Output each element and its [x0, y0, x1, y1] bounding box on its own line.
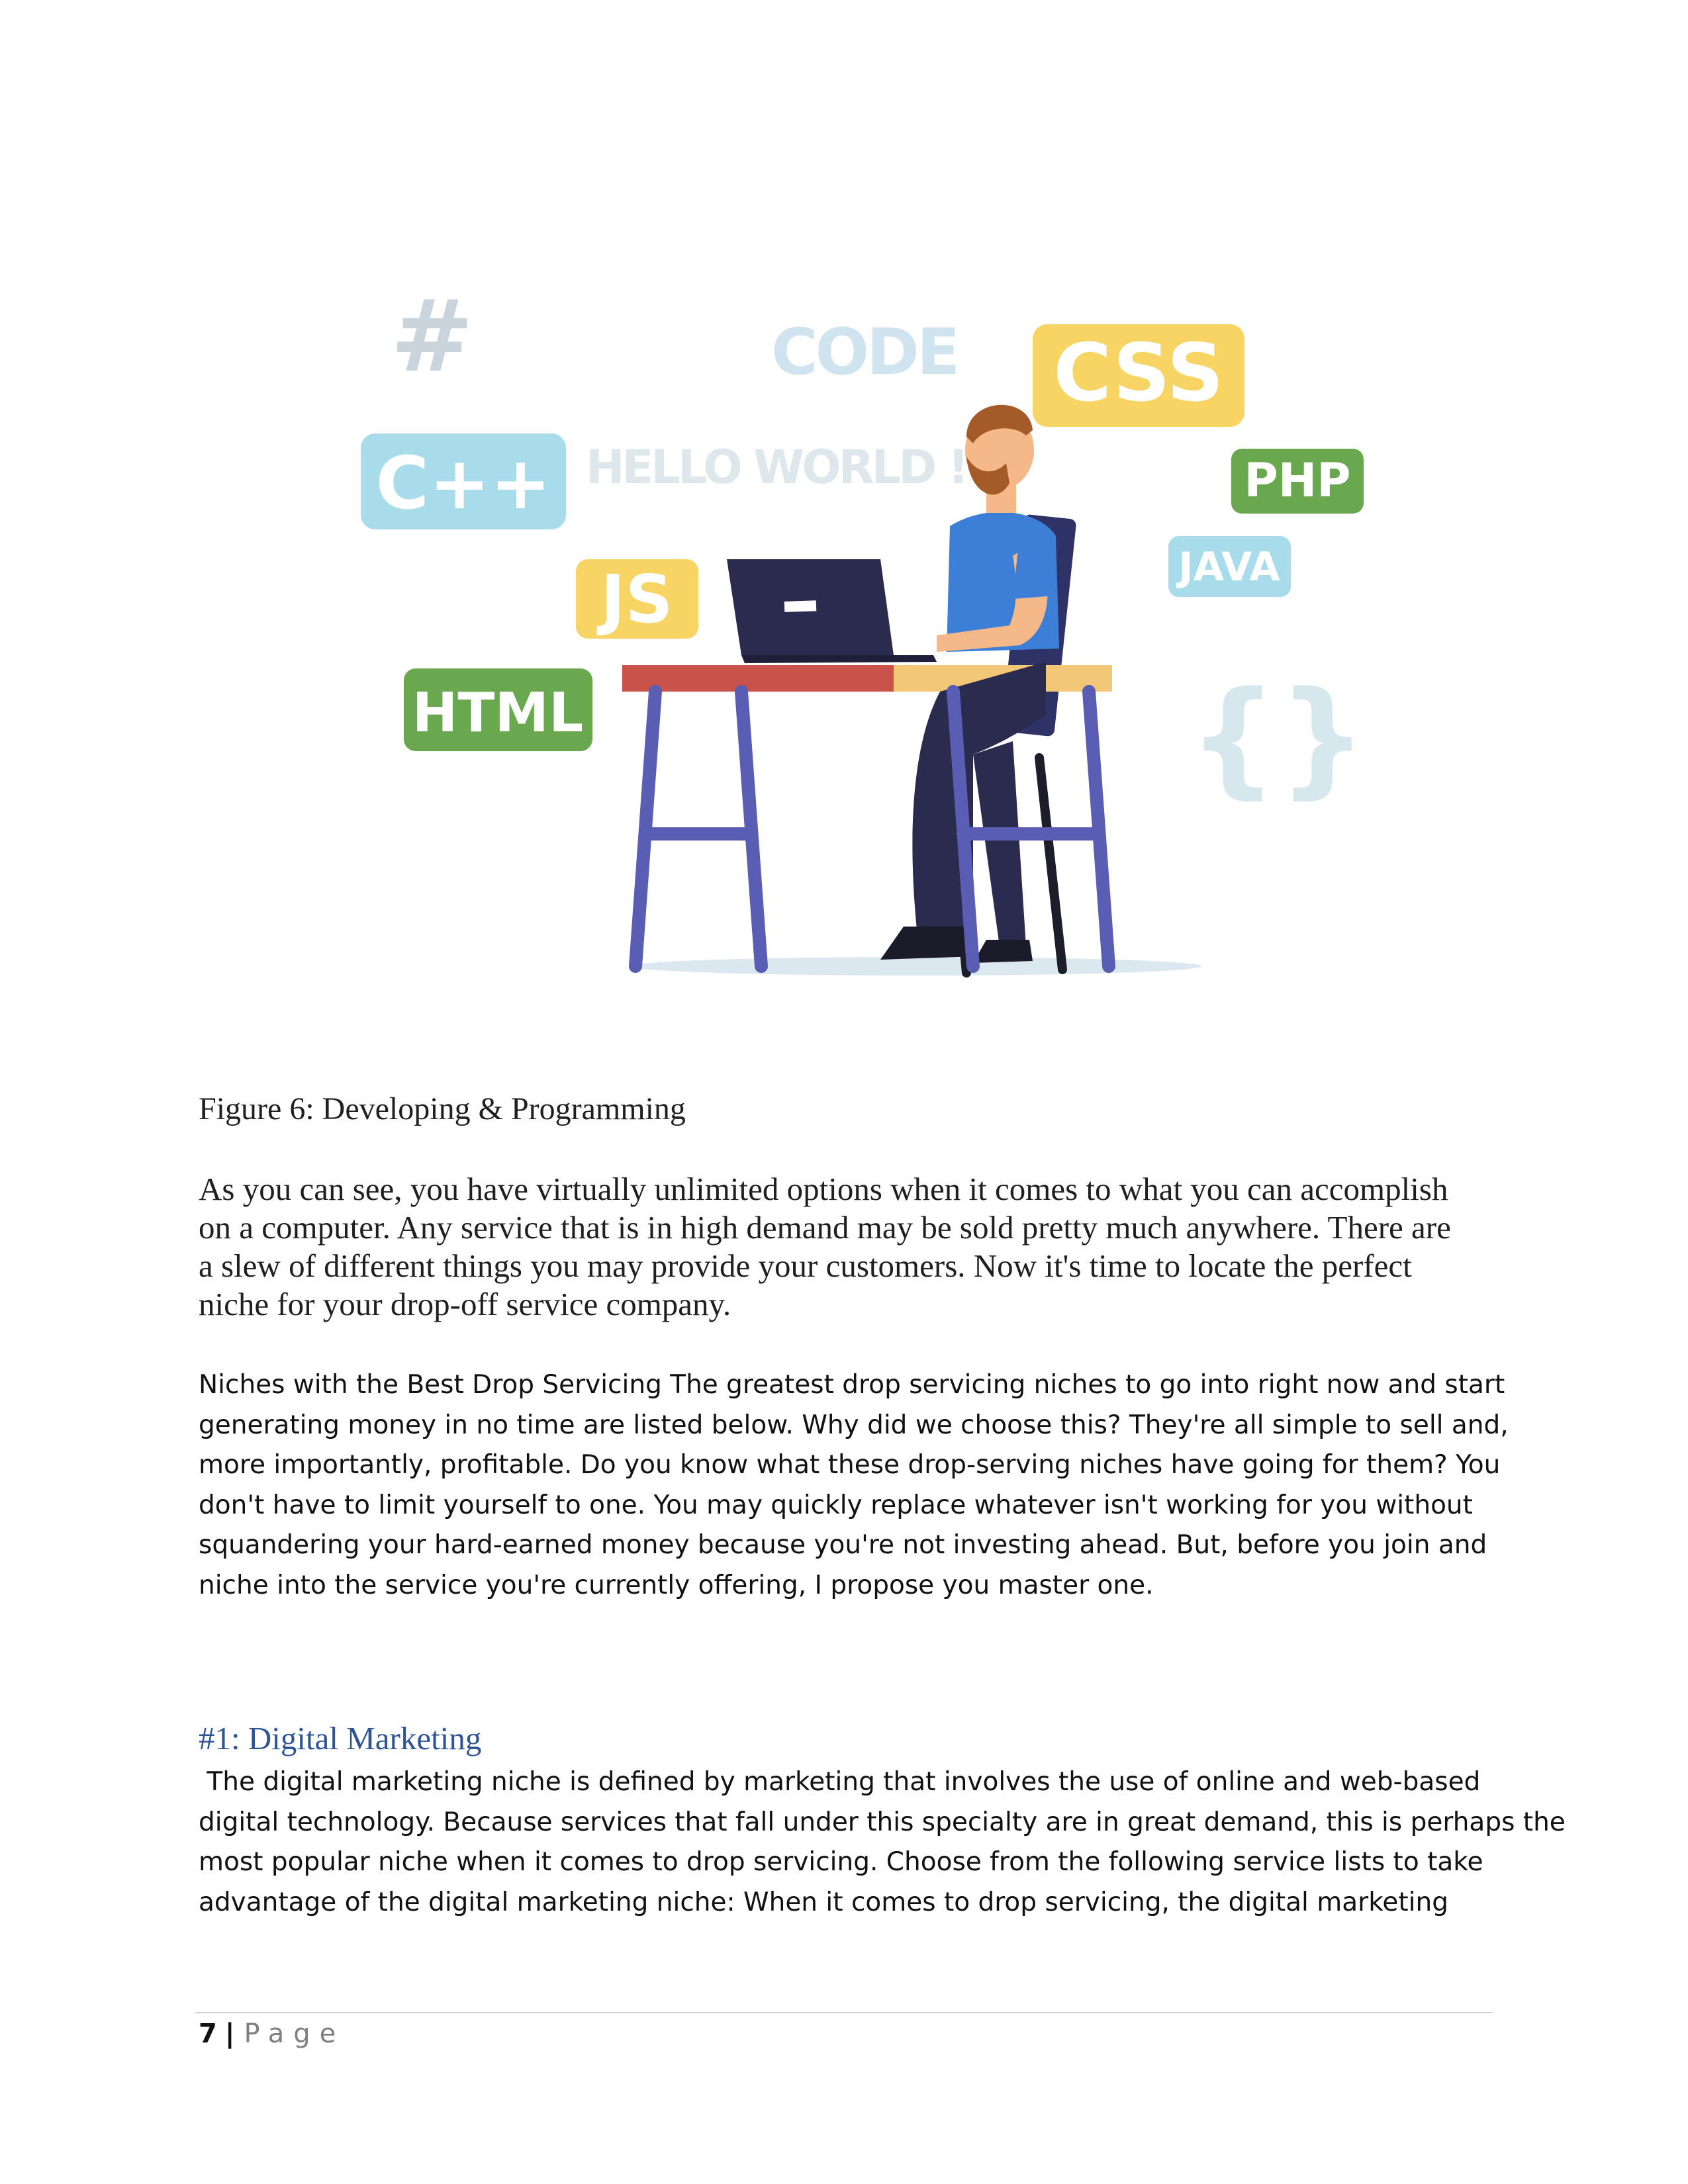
paragraph-line: Niches with the Best Drop Servicing The greatest drop servicing niches to go into right now and start: [199, 1370, 1505, 1400]
paragraph-line: digital technology. Because services that fall under this specialty are in great demand, this is perhaps the: [199, 1807, 1566, 1837]
paragraph-line: advantage of the digital marketing niche: When it comes to drop servicing, the digital marketing: [199, 1887, 1448, 1917]
digital-marketing-paragraph: [199, 1762, 1566, 1923]
html-label: HTML: [412, 682, 584, 745]
paragraph-line: on a computer. Any service that is in high demand may be sold pretty much anywhere. There are: [199, 1209, 1451, 1246]
footer-separator: |: [224, 2019, 235, 2049]
paragraph-line: don't have to limit yourself to one. You may quickly replace whatever isn't working for you without: [199, 1490, 1473, 1520]
code-label: CODE: [771, 315, 958, 389]
paragraph-line: a slew of different things you may provide your customers. Now it's time to locate the perfect: [199, 1248, 1412, 1284]
paragraph-line: niche into the service you're currently offering, I propose you master one.: [199, 1570, 1154, 1600]
js-label: JS: [600, 561, 673, 638]
hello-world-label: HELLO WORLD !: [586, 440, 966, 494]
intro-paragraph: [199, 1170, 1496, 1324]
page-number: 7: [199, 2019, 217, 2049]
braces-label: {}: [1188, 664, 1368, 811]
footer-divider: [195, 2012, 1493, 2013]
niches-paragraph: [199, 1365, 1509, 1606]
paragraph-line: generating money in no time are listed below. Why did we choose this? They're all simple to sell and,: [199, 1410, 1509, 1440]
css-label: CSS: [1053, 328, 1224, 420]
java-label: JAVA: [1178, 544, 1280, 590]
page-word: Page: [244, 2019, 346, 2049]
paragraph-line: more importantly, profitable. Do you know what these drop-serving niches have going for them? You: [199, 1450, 1501, 1480]
cpp-label: C++: [375, 441, 551, 525]
page-footer: [199, 2019, 345, 2049]
paragraph-line: The digital marketing niche is defined by marketing that involves the use of online and web-based: [199, 1767, 1481, 1797]
hash-label: #: [391, 279, 474, 394]
paragraph-line: squandering your hard-earned money because you're not investing ahead. But, before you join and: [199, 1530, 1487, 1560]
paragraph-line: niche for your drop-off service company.: [199, 1286, 731, 1322]
paragraph-line: As you can see, you have virtually unlimited options when it comes to what you can accomplish: [199, 1171, 1448, 1207]
programming-illustration: [285, 265, 1410, 1046]
figure-caption: Figure 6: Developing & Programming: [199, 1091, 686, 1126]
php-label: PHP: [1244, 453, 1351, 508]
paragraph-line: most popular niche when it comes to drop servicing. Choose from the following service lists to take: [199, 1847, 1483, 1877]
section-heading: #1: Digital Marketing: [199, 1720, 482, 1756]
desk-left: [622, 665, 894, 692]
